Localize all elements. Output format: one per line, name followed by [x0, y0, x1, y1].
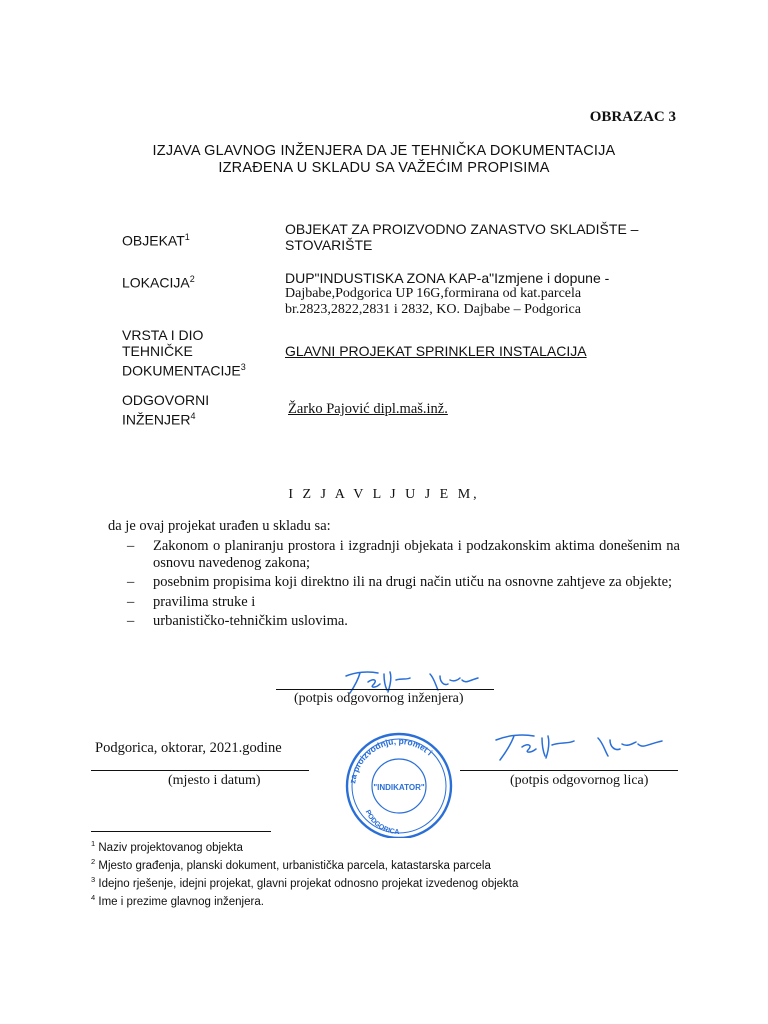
heading-line-2: IZRAĐENA U SKLADU SA VAŽEĆIM PROPISIMA: [218, 160, 550, 176]
engineer-label: ODGOVORNI INŽENJER$^4$: [122, 392, 210, 428]
document-heading: [0, 143, 768, 177]
declaration-title: I Z J A V L J U J E M,: [288, 487, 480, 502]
stamp-center-text: "INDIKATOR": [373, 783, 425, 792]
engineer-signature-caption: (potpis odgovornog inženjera): [294, 691, 464, 706]
place-date-line: [91, 770, 309, 771]
form-number: OBRAZAC 3: [589, 109, 676, 125]
footnotes: [91, 837, 518, 910]
stamp-top-text: za proizvodnju, promet i: [347, 735, 435, 785]
location-label: LOKACIJA$^2$: [122, 274, 195, 291]
location-value: DUP"INDUSTISKA ZONA KAP-a"Izmjene i dopune - Dajbabe,Podgorica UP 16G,formirana od kat.parcela br.2823,2822,2831 i 2832, KO. Dajbabe – Podgorica: [285, 270, 610, 317]
engineer-signature-line: [276, 689, 494, 690]
footnote: $^2$ Mjesto građenja, planski dokument, urbanistička parcela, katastarska parcela: [91, 857, 491, 872]
engineer-value: Žarko Pajović dipl.maš.inž.: [288, 401, 448, 417]
object-label: OBJEKAT$^1$: [122, 232, 190, 249]
object-value: OBJEKAT ZA PROIZVODNO ZANASTVO SKLADIŠTE – STOVARIŠTE: [285, 221, 639, 253]
stamp-bottom-text: PODGORICA: [363, 809, 400, 837]
place-date: Podgorica, oktorar, 2021.godine: [95, 740, 282, 756]
footnote-separator: [91, 831, 271, 832]
doc-type-label: VRSTA I DIO TEHNIČKE DOKUMENTACIJE$^3$: [122, 327, 246, 379]
place-date-caption: (mjesto i datum): [168, 773, 261, 788]
doc-type-value: GLAVNI PROJEKAT SPRINKLER INSTALACIJA: [285, 343, 587, 359]
declaration-intro: da je ovaj projekat urađen u skladu sa:: [108, 518, 331, 534]
list-item: – pravilima struke i: [127, 593, 256, 610]
declaration-list: [125, 538, 680, 633]
heading-line-1: IZJAVA GLAVNOG INŽENJERA DA JE TEHNIČKA DOKUMENTACIJA: [152, 143, 616, 159]
list-item: – urbanističko-tehničkim uslovima.: [127, 613, 348, 629]
responsible-signature-line: [460, 770, 678, 771]
footnote: $^3$ Idejno rješenje, idejni projekat, glavni projekat odnosno projekat izvedenog objekta: [91, 875, 519, 891]
company-stamp: [335, 728, 463, 838]
list-item: – Zakonom o planiranju prostora i izgradnji objekata i podzakonskim aktima donešenim na osnovu navedenog zakona;: [127, 538, 680, 571]
footnote: $^1$ Naziv projektovanog objekta: [91, 839, 243, 854]
responsible-signature-caption: (potpis odgovornog lica): [510, 773, 649, 788]
list-item: – posebnim propisima koji direktno ili na drugi način utiču na osnovne zahtjeve za objekte;: [127, 574, 673, 590]
footnote: $^4$ Ime i prezime glavnog inženjera.: [91, 893, 264, 909]
responsible-signature: [488, 730, 673, 764]
